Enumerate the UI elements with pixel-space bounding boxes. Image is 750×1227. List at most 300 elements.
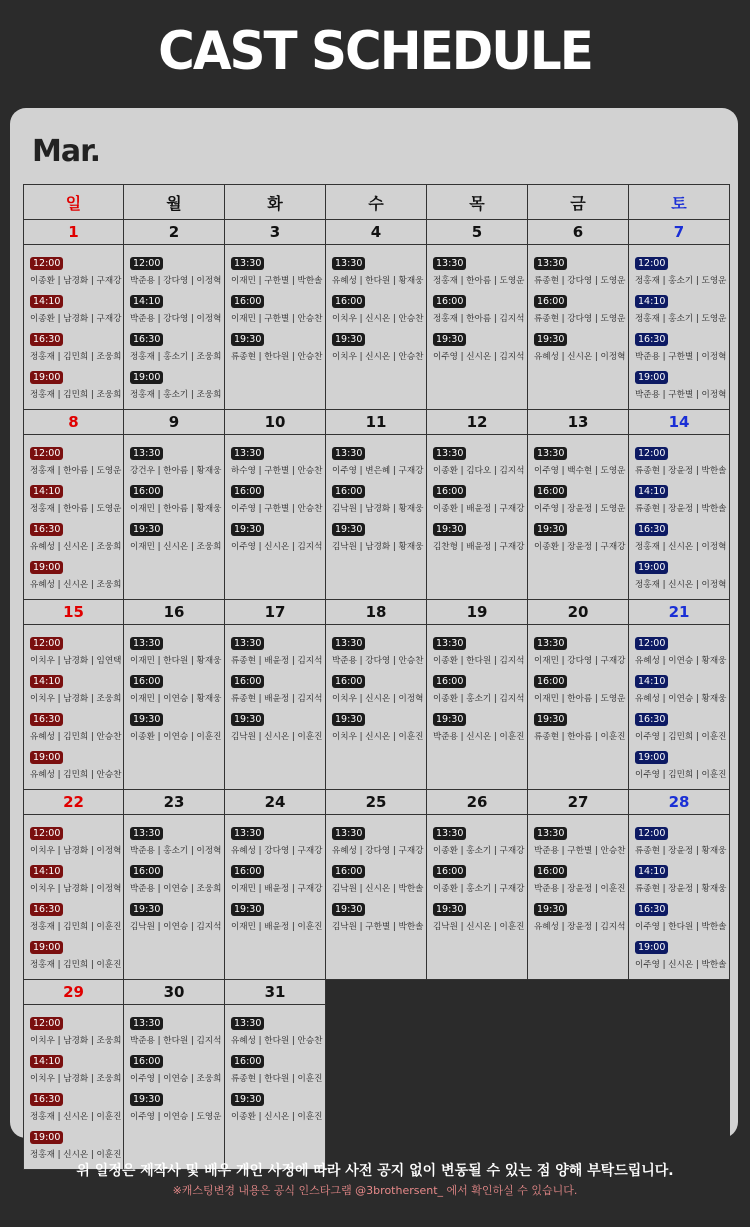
cast-lineup: 정홍재 | 한아름 | 도영운 xyxy=(433,276,525,286)
showtime-badge: 16:30 xyxy=(30,523,63,536)
showtime-badge: 13:30 xyxy=(231,257,264,270)
day-number: 30 xyxy=(124,980,224,1005)
day-cell-21 xyxy=(629,600,730,790)
cast-lineup: 류종현 | 한다원 | 안승찬 xyxy=(231,352,323,362)
day-number: 5 xyxy=(427,220,527,245)
showtime-slot xyxy=(635,327,729,365)
calendar-week-row xyxy=(24,600,730,790)
cast-lineup: 류종현 | 장윤정 | 황재웅 xyxy=(635,846,727,856)
cast-lineup: 이재민 | 한아름 | 황재웅 xyxy=(130,504,222,514)
cast-lineup: 이종환 | 신시온 | 이훈진 xyxy=(231,1112,323,1122)
cast-lineup: 김낙원 | 신시온 | 이훈진 xyxy=(231,732,323,742)
day-number: 14 xyxy=(629,410,729,435)
showtime-slot xyxy=(30,745,123,783)
day-cell-15 xyxy=(24,600,124,790)
showtime-slot xyxy=(130,365,224,403)
day-cell-14 xyxy=(629,410,730,600)
cast-lineup: 이종환 | 배윤정 | 구재강 xyxy=(433,504,525,514)
showtime-slot xyxy=(30,441,123,479)
showtime-slot xyxy=(635,517,729,555)
showtime-slot xyxy=(130,1087,224,1125)
showtime-badge: 13:30 xyxy=(433,257,466,270)
showtime-list xyxy=(629,435,729,599)
showtime-slot xyxy=(30,669,123,707)
day-number: 29 xyxy=(24,980,123,1005)
showtime-badge: 16:00 xyxy=(332,485,365,498)
cast-lineup: 박준용 | 한다원 | 김지석 xyxy=(130,1036,222,1046)
showtime-badge: 19:30 xyxy=(130,523,163,536)
day-cell-18 xyxy=(326,600,427,790)
showtime-list xyxy=(427,815,527,941)
showtime-badge: 16:00 xyxy=(534,485,567,498)
day-number: 23 xyxy=(124,790,224,815)
calendar-grid xyxy=(23,184,730,1170)
cast-lineup: 이종환 | 한다원 | 김지석 xyxy=(433,656,525,666)
showtime-badge: 16:30 xyxy=(30,903,63,916)
showtime-slot xyxy=(534,707,628,745)
showtime-badge: 19:30 xyxy=(332,903,365,916)
showtime-slot xyxy=(231,327,325,365)
cast-lineup: 이종환 | 장윤정 | 구재강 xyxy=(534,542,626,552)
showtime-slot xyxy=(130,479,224,517)
cast-lineup: 정홍재 | 신시온 | 이훈진 xyxy=(30,1150,122,1160)
showtime-slot xyxy=(130,669,224,707)
showtime-slot xyxy=(130,517,224,555)
showtime-list xyxy=(225,1005,325,1131)
day-number: 19 xyxy=(427,600,527,625)
cast-lineup: 유혜성 | 강다영 | 구재강 xyxy=(332,846,424,856)
weekday-fri: 금 xyxy=(528,185,629,220)
showtime-slot xyxy=(231,441,325,479)
showtime-slot xyxy=(231,479,325,517)
showtime-slot xyxy=(332,479,426,517)
cast-lineup: 유혜성 | 김민희 | 안승찬 xyxy=(30,732,122,742)
showtime-slot xyxy=(130,1049,224,1087)
showtime-badge: 16:00 xyxy=(433,865,466,878)
day-number: 7 xyxy=(629,220,729,245)
showtime-badge: 16:30 xyxy=(635,333,668,346)
showtime-slot xyxy=(130,1011,224,1049)
showtime-slot xyxy=(30,1011,123,1049)
showtime-slot xyxy=(635,251,729,289)
cast-lineup: 이종환 | 남경화 | 구재강 xyxy=(30,276,122,286)
showtime-list xyxy=(124,245,224,409)
showtime-list xyxy=(629,245,729,409)
cast-lineup: 하수영 | 구한별 | 안승찬 xyxy=(231,466,323,476)
cast-lineup: 유혜성 | 한다원 | 황재웅 xyxy=(332,276,424,286)
cast-lineup: 유혜성 | 신시온 | 이정혁 xyxy=(534,352,626,362)
showtime-slot xyxy=(231,1049,325,1087)
showtime-badge: 12:00 xyxy=(130,257,163,270)
showtime-slot xyxy=(130,631,224,669)
cast-lineup: 박준용 | 장윤정 | 이훈진 xyxy=(534,884,626,894)
showtime-slot xyxy=(130,251,224,289)
showtime-slot xyxy=(231,1087,325,1125)
day-number: 11 xyxy=(326,410,426,435)
showtime-badge: 14:10 xyxy=(30,1055,63,1068)
day-number: 16 xyxy=(124,600,224,625)
showtime-slot xyxy=(130,821,224,859)
cast-lineup: 정홍재 | 신시온 | 이정혁 xyxy=(635,542,727,552)
showtime-list xyxy=(528,625,628,751)
showtime-slot xyxy=(30,479,123,517)
showtime-slot xyxy=(635,935,729,973)
showtime-slot xyxy=(433,631,527,669)
day-cell-16 xyxy=(124,600,225,790)
showtime-badge: 16:30 xyxy=(635,903,668,916)
showtime-badge: 16:00 xyxy=(231,1055,264,1068)
cast-lineup: 강건우 | 한아름 | 황재웅 xyxy=(130,466,222,476)
showtime-slot xyxy=(30,935,123,973)
calendar-week-row xyxy=(24,220,730,410)
cast-lineup: 박준용 | 구한별 | 이정혁 xyxy=(635,352,727,362)
weekday-sat: 토 xyxy=(629,185,730,220)
showtime-badge: 12:00 xyxy=(635,447,668,460)
showtime-badge: 16:00 xyxy=(332,295,365,308)
showtime-slot xyxy=(231,669,325,707)
day-cell-13 xyxy=(528,410,629,600)
month-label: Mar. xyxy=(32,134,101,169)
showtime-list xyxy=(225,245,325,371)
showtime-slot xyxy=(332,897,426,935)
cast-lineup: 이재민 | 신시온 | 조웅희 xyxy=(130,542,222,552)
day-cell-8 xyxy=(24,410,124,600)
showtime-slot xyxy=(635,289,729,327)
cast-lineup: 정홍재 | 김민희 | 조웅희 xyxy=(30,352,122,362)
day-number: 31 xyxy=(225,980,325,1005)
cast-lineup: 류종현 | 한아름 | 이훈진 xyxy=(534,732,626,742)
showtime-badge: 13:30 xyxy=(332,637,365,650)
showtime-list xyxy=(528,435,628,561)
cast-lineup: 유혜성 | 이연승 | 황재웅 xyxy=(635,656,727,666)
showtime-badge: 13:30 xyxy=(534,827,567,840)
cast-lineup: 박준용 | 강다영 | 이정혁 xyxy=(130,314,222,324)
cast-lineup: 정홍재 | 홍소기 | 조웅희 xyxy=(130,390,222,400)
showtime-badge: 14:10 xyxy=(635,865,668,878)
showtime-slot xyxy=(30,365,123,403)
showtime-badge: 19:30 xyxy=(534,523,567,536)
showtime-badge: 14:10 xyxy=(635,675,668,688)
showtime-badge: 14:10 xyxy=(635,295,668,308)
showtime-slot xyxy=(433,821,527,859)
showtime-slot xyxy=(534,897,628,935)
showtime-list xyxy=(326,435,426,561)
cast-lineup: 정홍재 | 홍소기 | 조웅희 xyxy=(130,352,222,362)
cast-lineup: 류종현 | 장윤정 | 박한솔 xyxy=(635,466,727,476)
day-cell-30 xyxy=(124,980,225,1170)
showtime-list xyxy=(427,435,527,561)
cast-lineup: 정홍재 | 홍소기 | 도영운 xyxy=(635,314,727,324)
cast-lineup: 이주영 | 김민희 | 이훈진 xyxy=(635,732,727,742)
showtime-slot xyxy=(231,897,325,935)
showtime-slot xyxy=(332,859,426,897)
showtime-slot xyxy=(30,707,123,745)
showtime-slot xyxy=(30,897,123,935)
showtime-slot xyxy=(30,821,123,859)
cast-lineup: 이주영 | 신시온 | 박한솔 xyxy=(635,960,727,970)
showtime-list xyxy=(24,1005,123,1169)
weekday-sun: 일 xyxy=(24,185,124,220)
showtime-badge: 16:00 xyxy=(130,865,163,878)
day-cell-23 xyxy=(124,790,225,980)
showtime-badge: 16:00 xyxy=(130,485,163,498)
cast-lineup: 이주영 | 신시온 | 김지석 xyxy=(433,352,525,362)
showtime-badge: 19:00 xyxy=(30,751,63,764)
cast-lineup: 정홍재 | 한아름 | 도영운 xyxy=(30,466,122,476)
showtime-badge: 19:30 xyxy=(534,903,567,916)
showtime-badge: 13:30 xyxy=(433,637,466,650)
day-number: 24 xyxy=(225,790,325,815)
cast-lineup: 이주영 | 구한별 | 안승찬 xyxy=(231,504,323,514)
showtime-badge: 16:30 xyxy=(130,333,163,346)
day-cell-1 xyxy=(24,220,124,410)
cast-lineup: 박준용 | 구한별 | 이정혁 xyxy=(635,390,727,400)
cast-lineup: 김낙원 | 남경화 | 황재웅 xyxy=(332,542,424,552)
showtime-badge: 14:10 xyxy=(635,485,668,498)
showtime-badge: 19:30 xyxy=(231,523,264,536)
cast-lineup: 이재민 | 구한별 | 안승찬 xyxy=(231,314,323,324)
cast-lineup: 유혜성 | 신시온 | 조웅희 xyxy=(30,580,122,590)
showtime-slot xyxy=(130,327,224,365)
showtime-slot xyxy=(332,631,426,669)
showtime-slot xyxy=(332,707,426,745)
showtime-list xyxy=(427,245,527,371)
showtime-badge: 16:30 xyxy=(30,713,63,726)
showtime-badge: 16:00 xyxy=(231,865,264,878)
showtime-badge: 13:30 xyxy=(231,637,264,650)
day-number: 4 xyxy=(326,220,426,245)
showtime-slot xyxy=(332,251,426,289)
cast-lineup: 이치우 | 남경화 | 조웅희 xyxy=(30,1074,122,1084)
showtime-slot xyxy=(30,327,123,365)
day-cell-5 xyxy=(427,220,528,410)
showtime-slot xyxy=(332,821,426,859)
showtime-slot xyxy=(635,821,729,859)
showtime-slot xyxy=(130,441,224,479)
showtime-slot xyxy=(231,631,325,669)
showtime-slot xyxy=(433,327,527,365)
showtime-slot xyxy=(433,859,527,897)
cast-lineup: 이주영 | 신시온 | 김지석 xyxy=(231,542,323,552)
cast-lineup: 박준용 | 홍소기 | 이정혁 xyxy=(130,846,222,856)
showtime-slot xyxy=(130,859,224,897)
showtime-slot xyxy=(30,1087,123,1125)
cast-lineup: 이주영 | 김민희 | 이훈진 xyxy=(635,770,727,780)
cast-lineup: 이종환 | 홍소기 | 구재강 xyxy=(433,884,525,894)
day-number: 6 xyxy=(528,220,628,245)
day-number: 9 xyxy=(124,410,224,435)
showtime-badge: 19:00 xyxy=(635,751,668,764)
day-cell-4 xyxy=(326,220,427,410)
cast-lineup: 류종현 | 한다원 | 이훈진 xyxy=(231,1074,323,1084)
cast-lineup: 이재민 | 한다원 | 황재웅 xyxy=(130,656,222,666)
day-cell-2 xyxy=(124,220,225,410)
cast-lineup: 이재민 | 강다영 | 구재강 xyxy=(534,656,626,666)
day-number: 13 xyxy=(528,410,628,435)
showtime-badge: 12:00 xyxy=(635,637,668,650)
showtime-slot xyxy=(433,707,527,745)
showtime-badge: 12:00 xyxy=(635,257,668,270)
showtime-slot xyxy=(534,441,628,479)
day-number: 3 xyxy=(225,220,325,245)
showtime-badge: 12:00 xyxy=(30,257,63,270)
showtime-badge: 12:00 xyxy=(30,637,63,650)
day-cell-6 xyxy=(528,220,629,410)
showtime-badge: 16:30 xyxy=(635,523,668,536)
day-cell-28 xyxy=(629,790,730,980)
showtime-slot xyxy=(30,251,123,289)
showtime-badge: 13:30 xyxy=(130,637,163,650)
showtime-slot xyxy=(30,517,123,555)
showtime-slot xyxy=(534,631,628,669)
empty-day-cell xyxy=(427,980,528,1170)
showtime-badge: 16:00 xyxy=(433,675,466,688)
showtime-badge: 16:00 xyxy=(130,675,163,688)
showtime-badge: 19:30 xyxy=(433,523,466,536)
cast-lineup: 이주영 | 한다원 | 박한솔 xyxy=(635,922,727,932)
showtime-badge: 19:00 xyxy=(635,941,668,954)
showtime-slot xyxy=(30,289,123,327)
showtime-badge: 14:10 xyxy=(30,485,63,498)
showtime-slot xyxy=(433,289,527,327)
empty-day-cell xyxy=(528,980,629,1170)
showtime-slot xyxy=(635,897,729,935)
showtime-badge: 16:30 xyxy=(30,1093,63,1106)
cast-lineup: 이주영 | 이연승 | 도영운 xyxy=(130,1112,222,1122)
cast-lineup: 정홍재 | 김민희 | 이훈진 xyxy=(30,960,122,970)
showtime-badge: 16:00 xyxy=(231,295,264,308)
showtime-badge: 16:00 xyxy=(534,865,567,878)
showtime-slot xyxy=(433,897,527,935)
cast-lineup: 이치우 | 남경화 | 이정혁 xyxy=(30,846,122,856)
calendar-week-row xyxy=(24,980,730,1170)
showtime-badge: 13:30 xyxy=(332,257,365,270)
showtime-badge: 12:00 xyxy=(30,827,63,840)
day-number: 17 xyxy=(225,600,325,625)
showtime-badge: 19:30 xyxy=(231,1093,264,1106)
showtime-badge: 19:30 xyxy=(130,903,163,916)
cast-lineup: 이치우 | 신시온 | 이훈진 xyxy=(332,732,424,742)
showtime-badge: 19:30 xyxy=(231,903,264,916)
day-cell-29 xyxy=(24,980,124,1170)
showtime-badge: 16:00 xyxy=(332,865,365,878)
day-number: 12 xyxy=(427,410,527,435)
cast-lineup: 이재민 | 한아름 | 도영운 xyxy=(534,694,626,704)
showtime-slot xyxy=(433,251,527,289)
showtime-slot xyxy=(130,707,224,745)
showtime-slot xyxy=(635,631,729,669)
showtime-slot xyxy=(534,517,628,555)
showtime-slot xyxy=(30,1125,123,1163)
day-number: 27 xyxy=(528,790,628,815)
showtime-slot xyxy=(433,441,527,479)
day-cell-19 xyxy=(427,600,528,790)
showtime-badge: 12:00 xyxy=(30,447,63,460)
cast-lineup: 이재민 | 배윤정 | 이훈진 xyxy=(231,922,323,932)
showtime-slot xyxy=(332,517,426,555)
showtime-slot xyxy=(231,251,325,289)
cast-lineup: 이치우 | 남경화 | 조웅희 xyxy=(30,694,122,704)
page-title: CAST SCHEDULE xyxy=(158,20,592,82)
cast-lineup: 김낙원 | 이연승 | 김지석 xyxy=(130,922,222,932)
cast-lineup: 정홍재 | 한아름 | 도영운 xyxy=(30,504,122,514)
day-cell-3 xyxy=(225,220,326,410)
showtime-slot xyxy=(332,441,426,479)
day-number: 15 xyxy=(24,600,123,625)
showtime-list xyxy=(124,625,224,751)
day-cell-7 xyxy=(629,220,730,410)
showtime-slot xyxy=(231,821,325,859)
showtime-badge: 13:30 xyxy=(130,827,163,840)
showtime-slot xyxy=(635,441,729,479)
showtime-badge: 14:10 xyxy=(130,295,163,308)
day-number: 10 xyxy=(225,410,325,435)
showtime-list xyxy=(225,815,325,941)
showtime-badge: 19:00 xyxy=(30,941,63,954)
showtime-slot xyxy=(635,555,729,593)
showtime-list xyxy=(528,245,628,371)
day-number: 22 xyxy=(24,790,123,815)
showtime-list xyxy=(124,435,224,561)
showtime-badge: 14:10 xyxy=(30,295,63,308)
empty-day-cell xyxy=(326,980,427,1170)
cast-lineup: 유혜성 | 장윤정 | 김지석 xyxy=(534,922,626,932)
cast-lineup: 이주영 | 장윤정 | 도영운 xyxy=(534,504,626,514)
showtime-slot xyxy=(534,289,628,327)
showtime-badge: 16:00 xyxy=(231,485,264,498)
day-cell-22 xyxy=(24,790,124,980)
day-cell-17 xyxy=(225,600,326,790)
showtime-slot xyxy=(231,517,325,555)
day-cell-27 xyxy=(528,790,629,980)
showtime-slot xyxy=(30,631,123,669)
cast-lineup: 류종현 | 장윤정 | 황재웅 xyxy=(635,884,727,894)
showtime-list xyxy=(124,815,224,941)
cast-lineup: 박준용 | 강다영 | 안승찬 xyxy=(332,656,424,666)
showtime-badge: 13:30 xyxy=(231,827,264,840)
cast-lineup: 김낙원 | 남경화 | 황재웅 xyxy=(332,504,424,514)
cast-lineup: 이주영 | 이연승 | 조웅희 xyxy=(130,1074,222,1084)
weekday-header-row xyxy=(24,185,730,220)
cast-lineup: 김낙원 | 구한별 | 박한솔 xyxy=(332,922,424,932)
showtime-badge: 19:30 xyxy=(231,333,264,346)
showtime-badge: 19:00 xyxy=(635,371,668,384)
showtime-badge: 14:10 xyxy=(30,675,63,688)
showtime-badge: 16:00 xyxy=(332,675,365,688)
showtime-slot xyxy=(231,859,325,897)
showtime-badge: 13:30 xyxy=(534,447,567,460)
showtime-slot xyxy=(534,859,628,897)
showtime-badge: 19:30 xyxy=(332,713,365,726)
showtime-badge: 13:30 xyxy=(534,257,567,270)
calendar-week-row xyxy=(24,410,730,600)
showtime-slot xyxy=(635,859,729,897)
cast-lineup: 김찬형 | 배윤정 | 구재강 xyxy=(433,542,525,552)
day-number: 25 xyxy=(326,790,426,815)
day-cell-11 xyxy=(326,410,427,600)
day-cell-24 xyxy=(225,790,326,980)
cast-lineup: 이종환 | 남경화 | 구재강 xyxy=(30,314,122,324)
showtime-slot xyxy=(534,821,628,859)
showtime-slot xyxy=(635,669,729,707)
showtime-list xyxy=(24,815,123,979)
cast-lineup: 유혜성 | 김민희 | 안승찬 xyxy=(30,770,122,780)
cast-lineup: 이재민 | 이연승 | 황재웅 xyxy=(130,694,222,704)
showtime-slot xyxy=(433,479,527,517)
showtime-slot xyxy=(130,897,224,935)
cast-lineup: 박준용 | 강다영 | 이정혁 xyxy=(130,276,222,286)
showtime-badge: 16:00 xyxy=(534,295,567,308)
